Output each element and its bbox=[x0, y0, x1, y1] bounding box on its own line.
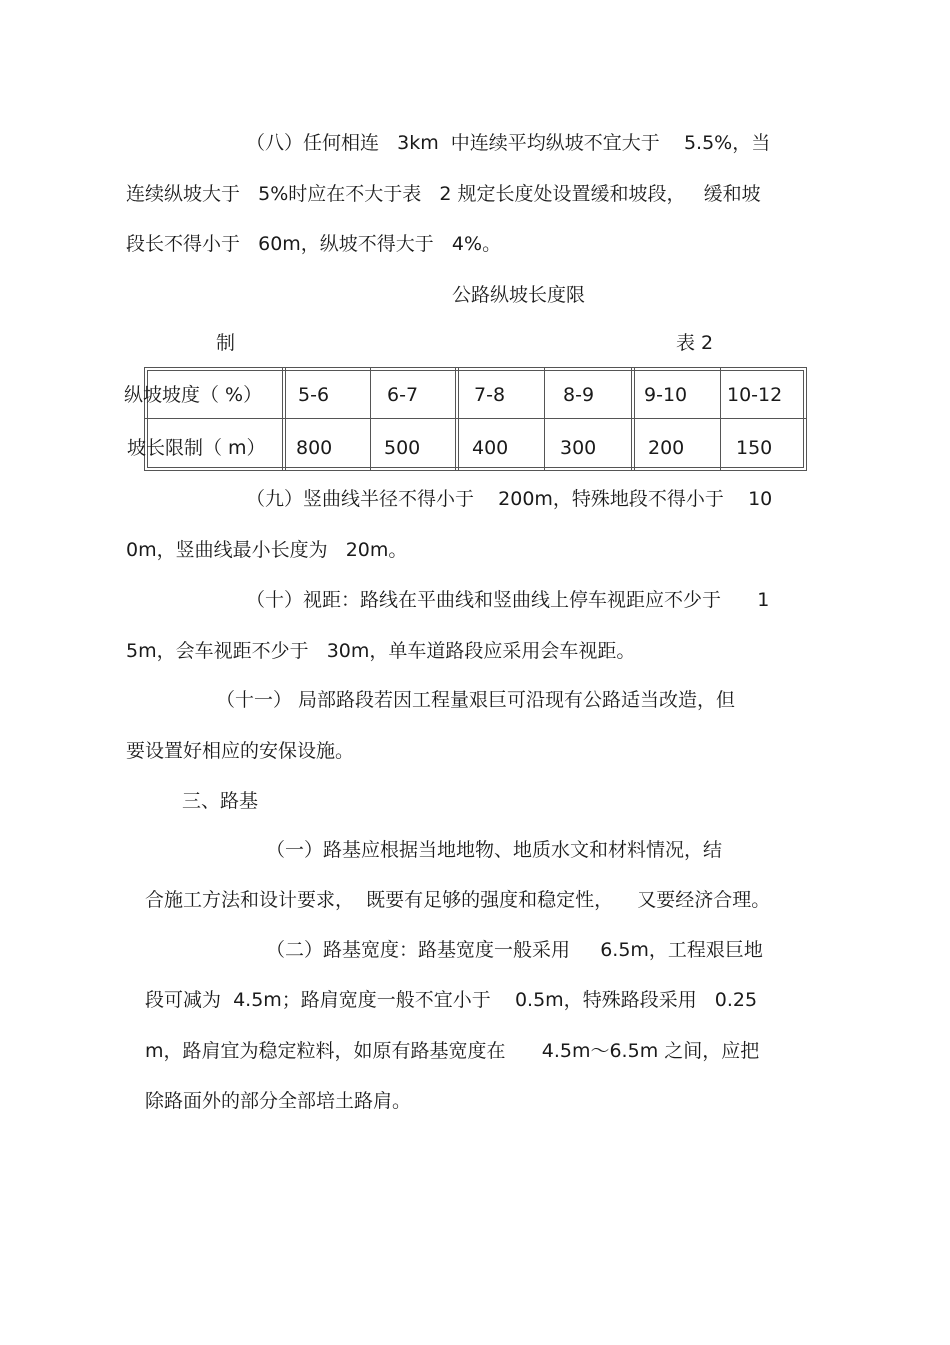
section-heading: 三、路基 bbox=[182, 790, 259, 812]
text-line: 0m，竖曲线最小长度为 20m。 bbox=[126, 539, 408, 561]
row-header-limit: 坡长限制（ m） bbox=[127, 437, 266, 459]
grade-cell: 8-9 bbox=[563, 384, 595, 406]
grade-cell: 6-7 bbox=[387, 384, 419, 406]
limit-cell: 150 bbox=[736, 437, 773, 459]
grade-cell: 10-12 bbox=[727, 384, 783, 406]
text-line: （一）路基应根据当地地物、地质水文和材料情况，结 bbox=[266, 839, 723, 861]
row-header-grade: 纵坡坡度（ %） bbox=[124, 384, 263, 406]
grade-length-table bbox=[124, 367, 807, 471]
limit-cell: 200 bbox=[648, 437, 685, 459]
grade-cell: 7-8 bbox=[474, 384, 506, 406]
table-title-continuation: 制 bbox=[216, 332, 236, 354]
text-line: 连续纵坡大于 5%时应在不大于表 2 规定长度处设置缓和坡段， 缓和坡 bbox=[126, 183, 761, 205]
table-number: 表 2 bbox=[676, 332, 714, 354]
table-title: 公路纵坡长度限 bbox=[452, 284, 586, 306]
grade-cell: 9-10 bbox=[644, 384, 688, 406]
text-line: 要设置好相应的安保设施。 bbox=[126, 740, 355, 762]
limit-cell: 800 bbox=[296, 437, 333, 459]
text-line: 5m，会车视距不少于 30m，单车道路段应采用会车视距。 bbox=[126, 640, 636, 662]
text-line: m，路肩宜为稳定粒料，如原有路基宽度在 4.5m～6.5m 之间，应把 bbox=[145, 1040, 760, 1062]
limit-cell: 300 bbox=[560, 437, 597, 459]
text-line: （二）路基宽度：路基宽度一般采用 6.5m，工程艰巨地 bbox=[266, 939, 763, 961]
text-line: 段可减为 4.5m；路肩宽度一般不宜小于 0.5m，特殊路段采用 0.25 bbox=[145, 989, 758, 1011]
text-line: 段长不得小于 60m，纵坡不得大于 4%。 bbox=[126, 233, 502, 255]
limit-cell: 500 bbox=[384, 437, 421, 459]
text-line: 除路面外的部分全部培土路肩。 bbox=[145, 1090, 412, 1112]
limit-cell: 400 bbox=[472, 437, 509, 459]
text-line: （十一） 局部路段若因工程量艰巨可沿现有公路适当改造，但 bbox=[216, 689, 736, 711]
text-line: （八）任何相连 3km 中连续平均纵坡不宜大于 5.5%，当 bbox=[246, 132, 771, 154]
text-line: （十）视距：路线在平曲线和竖曲线上停车视距应不少于 1 bbox=[246, 589, 770, 611]
grade-cell: 5-6 bbox=[298, 384, 330, 406]
text-line: （九）竖曲线半径不得小于 200m，特殊地段不得小于 10 bbox=[246, 488, 773, 510]
text-line: 合施工方法和设计要求， 既要有足够的强度和稳定性， 又要经济合理。 bbox=[145, 889, 771, 911]
